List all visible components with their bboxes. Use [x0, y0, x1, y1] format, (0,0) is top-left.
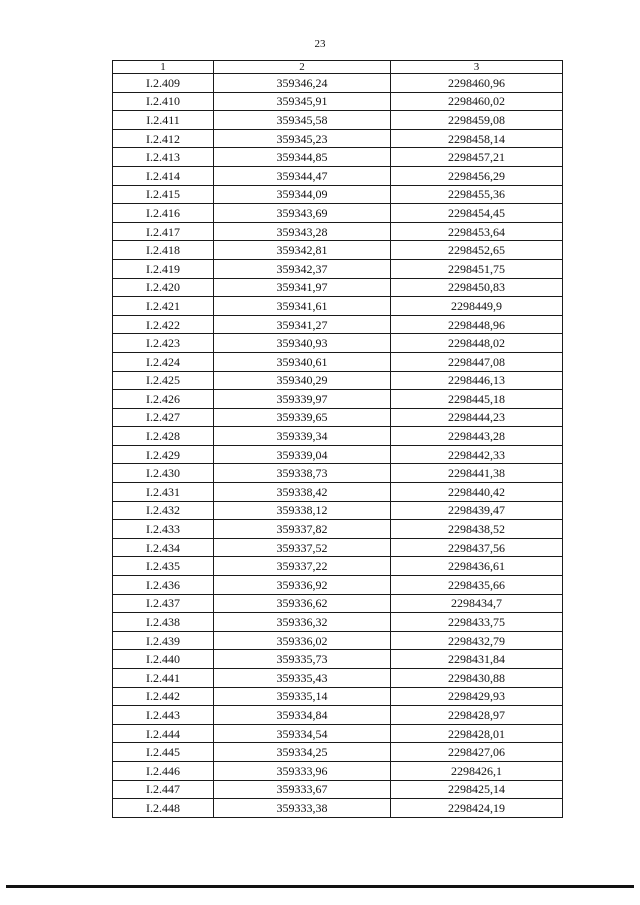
- y-coordinate-cell: 2298434,7: [391, 594, 563, 613]
- table-row: [113, 557, 563, 576]
- x-coordinate-cell: 359340,93: [214, 334, 391, 353]
- table-row: [113, 687, 563, 706]
- y-coordinate-cell: 2298446,13: [391, 371, 563, 390]
- point-id-cell: I.2.419: [113, 259, 214, 278]
- x-coordinate-cell: 359343,69: [214, 204, 391, 223]
- table-row: [113, 724, 563, 743]
- table-row: [113, 538, 563, 557]
- point-id-cell: I.2.425: [113, 371, 214, 390]
- x-coordinate-cell: 359338,12: [214, 501, 391, 520]
- table-row: [113, 669, 563, 688]
- y-coordinate-cell: 2298431,84: [391, 650, 563, 669]
- table-row: [113, 111, 563, 130]
- y-coordinate-cell: 2298439,47: [391, 501, 563, 520]
- point-id-cell: I.2.434: [113, 538, 214, 557]
- table-row: [113, 241, 563, 260]
- x-coordinate-cell: 359337,22: [214, 557, 391, 576]
- y-coordinate-cell: 2298436,61: [391, 557, 563, 576]
- column-header-2: 2: [214, 61, 391, 74]
- column-header-3: 3: [391, 61, 563, 74]
- y-coordinate-cell: 2298447,08: [391, 352, 563, 371]
- x-coordinate-cell: 359346,24: [214, 74, 391, 93]
- x-coordinate-cell: 359338,42: [214, 483, 391, 502]
- page-number: 23: [314, 38, 326, 50]
- table-row: [113, 278, 563, 297]
- x-coordinate-cell: 359339,34: [214, 427, 391, 446]
- x-coordinate-cell: 359338,73: [214, 464, 391, 483]
- point-id-cell: I.2.415: [113, 185, 214, 204]
- y-coordinate-cell: 2298432,79: [391, 631, 563, 650]
- table-row: [113, 743, 563, 762]
- point-id-cell: I.2.416: [113, 204, 214, 223]
- table-row: [113, 352, 563, 371]
- x-coordinate-cell: 359337,82: [214, 520, 391, 539]
- y-coordinate-cell: 2298425,14: [391, 780, 563, 799]
- point-id-cell: I.2.438: [113, 613, 214, 632]
- table-row: [113, 445, 563, 464]
- x-coordinate-cell: 359334,84: [214, 706, 391, 725]
- point-id-cell: I.2.412: [113, 129, 214, 148]
- point-id-cell: I.2.426: [113, 390, 214, 409]
- x-coordinate-cell: 359339,65: [214, 408, 391, 427]
- point-id-cell: I.2.446: [113, 761, 214, 780]
- x-coordinate-cell: 359340,29: [214, 371, 391, 390]
- x-coordinate-cell: 359342,37: [214, 259, 391, 278]
- table-row: [113, 483, 563, 502]
- y-coordinate-cell: 2298457,21: [391, 148, 563, 167]
- x-coordinate-cell: 359335,73: [214, 650, 391, 669]
- table-row: [113, 613, 563, 632]
- point-id-cell: I.2.433: [113, 520, 214, 539]
- table-row: [113, 631, 563, 650]
- column-header-1: 1: [113, 61, 214, 74]
- y-coordinate-cell: 2298455,36: [391, 185, 563, 204]
- y-coordinate-cell: 2298451,75: [391, 259, 563, 278]
- y-coordinate-cell: 2298442,33: [391, 445, 563, 464]
- point-id-cell: I.2.414: [113, 166, 214, 185]
- table-row: [113, 371, 563, 390]
- table-row: [113, 408, 563, 427]
- y-coordinate-cell: 2298460,02: [391, 92, 563, 111]
- point-id-cell: I.2.413: [113, 148, 214, 167]
- table-row: [113, 185, 563, 204]
- point-id-cell: I.2.436: [113, 576, 214, 595]
- bottom-divider: [6, 885, 634, 888]
- y-coordinate-cell: 2298460,96: [391, 74, 563, 93]
- point-id-cell: I.2.441: [113, 669, 214, 688]
- x-coordinate-cell: 359335,43: [214, 669, 391, 688]
- y-coordinate-cell: 2298456,29: [391, 166, 563, 185]
- y-coordinate-cell: 2298448,02: [391, 334, 563, 353]
- table-row: [113, 92, 563, 111]
- table-row: [113, 799, 563, 818]
- x-coordinate-cell: 359341,27: [214, 315, 391, 334]
- table-row: [113, 315, 563, 334]
- table-row: [113, 780, 563, 799]
- table-header: [113, 61, 563, 74]
- table-row: [113, 520, 563, 539]
- y-coordinate-cell: 2298428,01: [391, 724, 563, 743]
- point-id-cell: I.2.440: [113, 650, 214, 669]
- x-coordinate-cell: 359341,97: [214, 278, 391, 297]
- point-id-cell: I.2.409: [113, 74, 214, 93]
- x-coordinate-cell: 359344,09: [214, 185, 391, 204]
- y-coordinate-cell: 2298454,45: [391, 204, 563, 223]
- table-row: [113, 74, 563, 93]
- x-coordinate-cell: 359340,61: [214, 352, 391, 371]
- point-id-cell: I.2.443: [113, 706, 214, 725]
- y-coordinate-cell: 2298435,66: [391, 576, 563, 595]
- y-coordinate-cell: 2298426,1: [391, 761, 563, 780]
- table-row: [113, 297, 563, 316]
- y-coordinate-cell: 2298458,14: [391, 129, 563, 148]
- point-id-cell: I.2.410: [113, 92, 214, 111]
- table-row: [113, 501, 563, 520]
- y-coordinate-cell: 2298428,97: [391, 706, 563, 725]
- table-row: [113, 390, 563, 409]
- y-coordinate-cell: 2298449,9: [391, 297, 563, 316]
- table-row: [113, 464, 563, 483]
- y-coordinate-cell: 2298445,18: [391, 390, 563, 409]
- x-coordinate-cell: 359333,38: [214, 799, 391, 818]
- y-coordinate-cell: 2298450,83: [391, 278, 563, 297]
- x-coordinate-cell: 359345,58: [214, 111, 391, 130]
- table-row: [113, 129, 563, 148]
- y-coordinate-cell: 2298429,93: [391, 687, 563, 706]
- point-id-cell: I.2.420: [113, 278, 214, 297]
- x-coordinate-cell: 359342,81: [214, 241, 391, 260]
- table-row: [113, 222, 563, 241]
- point-id-cell: I.2.442: [113, 687, 214, 706]
- header-row: [113, 61, 563, 74]
- coordinates-table: [112, 60, 563, 818]
- table-row: [113, 204, 563, 223]
- point-id-cell: I.2.448: [113, 799, 214, 818]
- x-coordinate-cell: 359344,85: [214, 148, 391, 167]
- y-coordinate-cell: 2298459,08: [391, 111, 563, 130]
- point-id-cell: I.2.432: [113, 501, 214, 520]
- point-id-cell: I.2.427: [113, 408, 214, 427]
- table-body: [113, 74, 563, 818]
- point-id-cell: I.2.421: [113, 297, 214, 316]
- table-row: [113, 650, 563, 669]
- point-id-cell: I.2.437: [113, 594, 214, 613]
- point-id-cell: I.2.422: [113, 315, 214, 334]
- y-coordinate-cell: 2298433,75: [391, 613, 563, 632]
- point-id-cell: I.2.431: [113, 483, 214, 502]
- x-coordinate-cell: 359345,23: [214, 129, 391, 148]
- table-row: [113, 166, 563, 185]
- y-coordinate-cell: 2298443,28: [391, 427, 563, 446]
- point-id-cell: I.2.424: [113, 352, 214, 371]
- x-coordinate-cell: 359339,04: [214, 445, 391, 464]
- y-coordinate-cell: 2298438,52: [391, 520, 563, 539]
- point-id-cell: I.2.423: [113, 334, 214, 353]
- y-coordinate-cell: 2298440,42: [391, 483, 563, 502]
- point-id-cell: I.2.417: [113, 222, 214, 241]
- point-id-cell: I.2.439: [113, 631, 214, 650]
- point-id-cell: I.2.418: [113, 241, 214, 260]
- table-row: [113, 761, 563, 780]
- x-coordinate-cell: 359337,52: [214, 538, 391, 557]
- x-coordinate-cell: 359336,02: [214, 631, 391, 650]
- table-row: [113, 576, 563, 595]
- table-row: [113, 706, 563, 725]
- x-coordinate-cell: 359343,28: [214, 222, 391, 241]
- x-coordinate-cell: 359334,25: [214, 743, 391, 762]
- point-id-cell: I.2.445: [113, 743, 214, 762]
- x-coordinate-cell: 359341,61: [214, 297, 391, 316]
- point-id-cell: I.2.430: [113, 464, 214, 483]
- table-row: [113, 259, 563, 278]
- x-coordinate-cell: 359333,67: [214, 780, 391, 799]
- y-coordinate-cell: 2298427,06: [391, 743, 563, 762]
- y-coordinate-cell: 2298437,56: [391, 538, 563, 557]
- y-coordinate-cell: 2298424,19: [391, 799, 563, 818]
- y-coordinate-cell: 2298430,88: [391, 669, 563, 688]
- point-id-cell: I.2.435: [113, 557, 214, 576]
- point-id-cell: I.2.411: [113, 111, 214, 130]
- table-row: [113, 594, 563, 613]
- y-coordinate-cell: 2298448,96: [391, 315, 563, 334]
- point-id-cell: I.2.444: [113, 724, 214, 743]
- y-coordinate-cell: 2298453,64: [391, 222, 563, 241]
- y-coordinate-cell: 2298452,65: [391, 241, 563, 260]
- x-coordinate-cell: 359344,47: [214, 166, 391, 185]
- x-coordinate-cell: 359336,92: [214, 576, 391, 595]
- x-coordinate-cell: 359345,91: [214, 92, 391, 111]
- x-coordinate-cell: 359339,97: [214, 390, 391, 409]
- x-coordinate-cell: 359335,14: [214, 687, 391, 706]
- x-coordinate-cell: 359336,32: [214, 613, 391, 632]
- table-row: [113, 427, 563, 446]
- y-coordinate-cell: 2298441,38: [391, 464, 563, 483]
- table-row: [113, 334, 563, 353]
- point-id-cell: I.2.447: [113, 780, 214, 799]
- x-coordinate-cell: 359334,54: [214, 724, 391, 743]
- x-coordinate-cell: 359333,96: [214, 761, 391, 780]
- point-id-cell: I.2.429: [113, 445, 214, 464]
- table-row: [113, 148, 563, 167]
- x-coordinate-cell: 359336,62: [214, 594, 391, 613]
- point-id-cell: I.2.428: [113, 427, 214, 446]
- y-coordinate-cell: 2298444,23: [391, 408, 563, 427]
